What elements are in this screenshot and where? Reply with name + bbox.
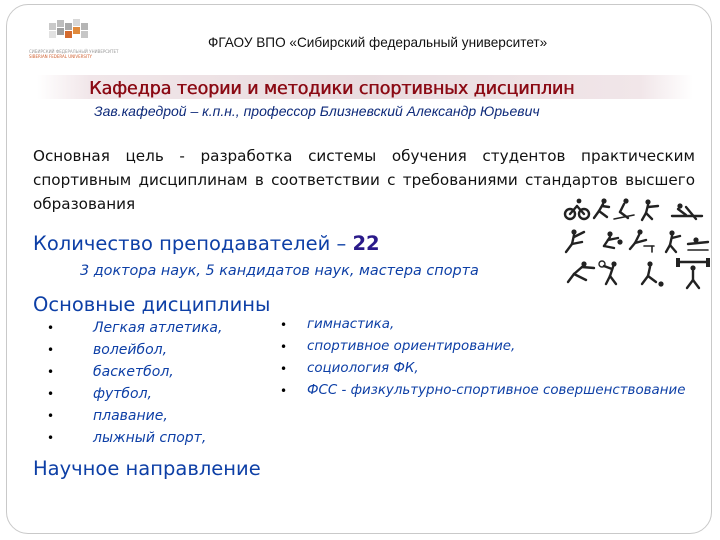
swimming-icon [688,237,708,250]
list-item [47,339,222,361]
disciplines-list-right [280,314,685,402]
boxing-icon [666,230,680,252]
tennis-icon [599,261,617,284]
department-title: Кафедра теории и методики спортивных дисциплин [89,79,575,99]
cycling-icon [565,199,589,219]
bullet: • [47,387,55,401]
discipline-label: плавание, [93,408,168,424]
sfu-logo [29,17,124,73]
list-item [280,380,685,402]
wrestling-icon [604,231,623,248]
skiing-icon [614,198,634,219]
running-icon [594,198,609,218]
discipline-label: гимнастика, [307,317,395,332]
sports-pictograms-icon [562,198,712,302]
teachers-detail: 3 доктора наук, 5 кандидатов наук, мастера спорта [80,263,479,279]
logo-caption-line2: SIBERIAN FEDERAL UNIVERSITY [29,54,92,59]
bullet: • [47,409,55,423]
bullet: • [47,343,55,357]
list-item [47,405,222,427]
martial-arts-icon [566,229,584,252]
list-item [280,358,685,380]
disciplines-list-left [47,317,222,449]
discipline-label: спортивное ориентирование, [307,339,516,354]
discipline-label: баскетбол, [93,364,174,380]
football-icon [642,261,664,286]
discipline-label: Легкая атлетика, [93,320,223,336]
bullet: • [280,318,288,332]
bullet: • [47,431,55,445]
list-item [280,336,685,358]
disciplines-title: Основные дисциплины [33,293,271,316]
list-item [47,383,222,405]
list-item [280,314,685,336]
teachers-count-number: 22 [352,232,380,255]
bullet: • [47,365,55,379]
bullet: • [280,362,288,376]
discipline-label: ФСС - физкультурно-спортивное совершенствование [307,383,686,398]
teachers-count-label: Количество преподавателей – [33,232,353,255]
goal-paragraph: Основная цель - разработка системы обучения студентов практическим спортивным дисциплинам в соответствии с требованиями стандартов высшего образования [33,147,695,213]
hurdles-icon [630,229,654,252]
shooting-icon [642,199,658,220]
discipline-label: лыжный спорт, [93,430,207,446]
rowing-icon [672,203,702,219]
org-title: ФГАОУ ВПО «Сибирский федеральный университет» [208,35,548,50]
bullet: • [280,340,288,354]
bullet: • [47,321,55,335]
weightlifting-icon [676,258,710,288]
logo-caption [29,49,124,59]
logo-caption-line1: СИБИРСКИЙ ФЕДЕРАЛЬНЫЙ УНИВЕРСИТЕТ [29,49,119,54]
list-item [47,427,222,449]
discipline-label: футбол, [93,386,153,402]
bullet: • [280,384,288,398]
list-item [47,361,222,383]
sfu-logo-icon [29,17,124,49]
research-direction-title: Научное направление [33,457,261,480]
list-item [47,317,222,339]
gymnastics-icon [568,261,594,282]
discipline-label: волейбол, [93,342,168,358]
teachers-count [33,232,380,255]
head-of-department: Зав.кафедрой – к.п.н., профессор Близневский Александр Юрьевич [94,103,540,119]
slide [6,4,712,534]
discipline-label: социология ФК, [307,361,419,376]
